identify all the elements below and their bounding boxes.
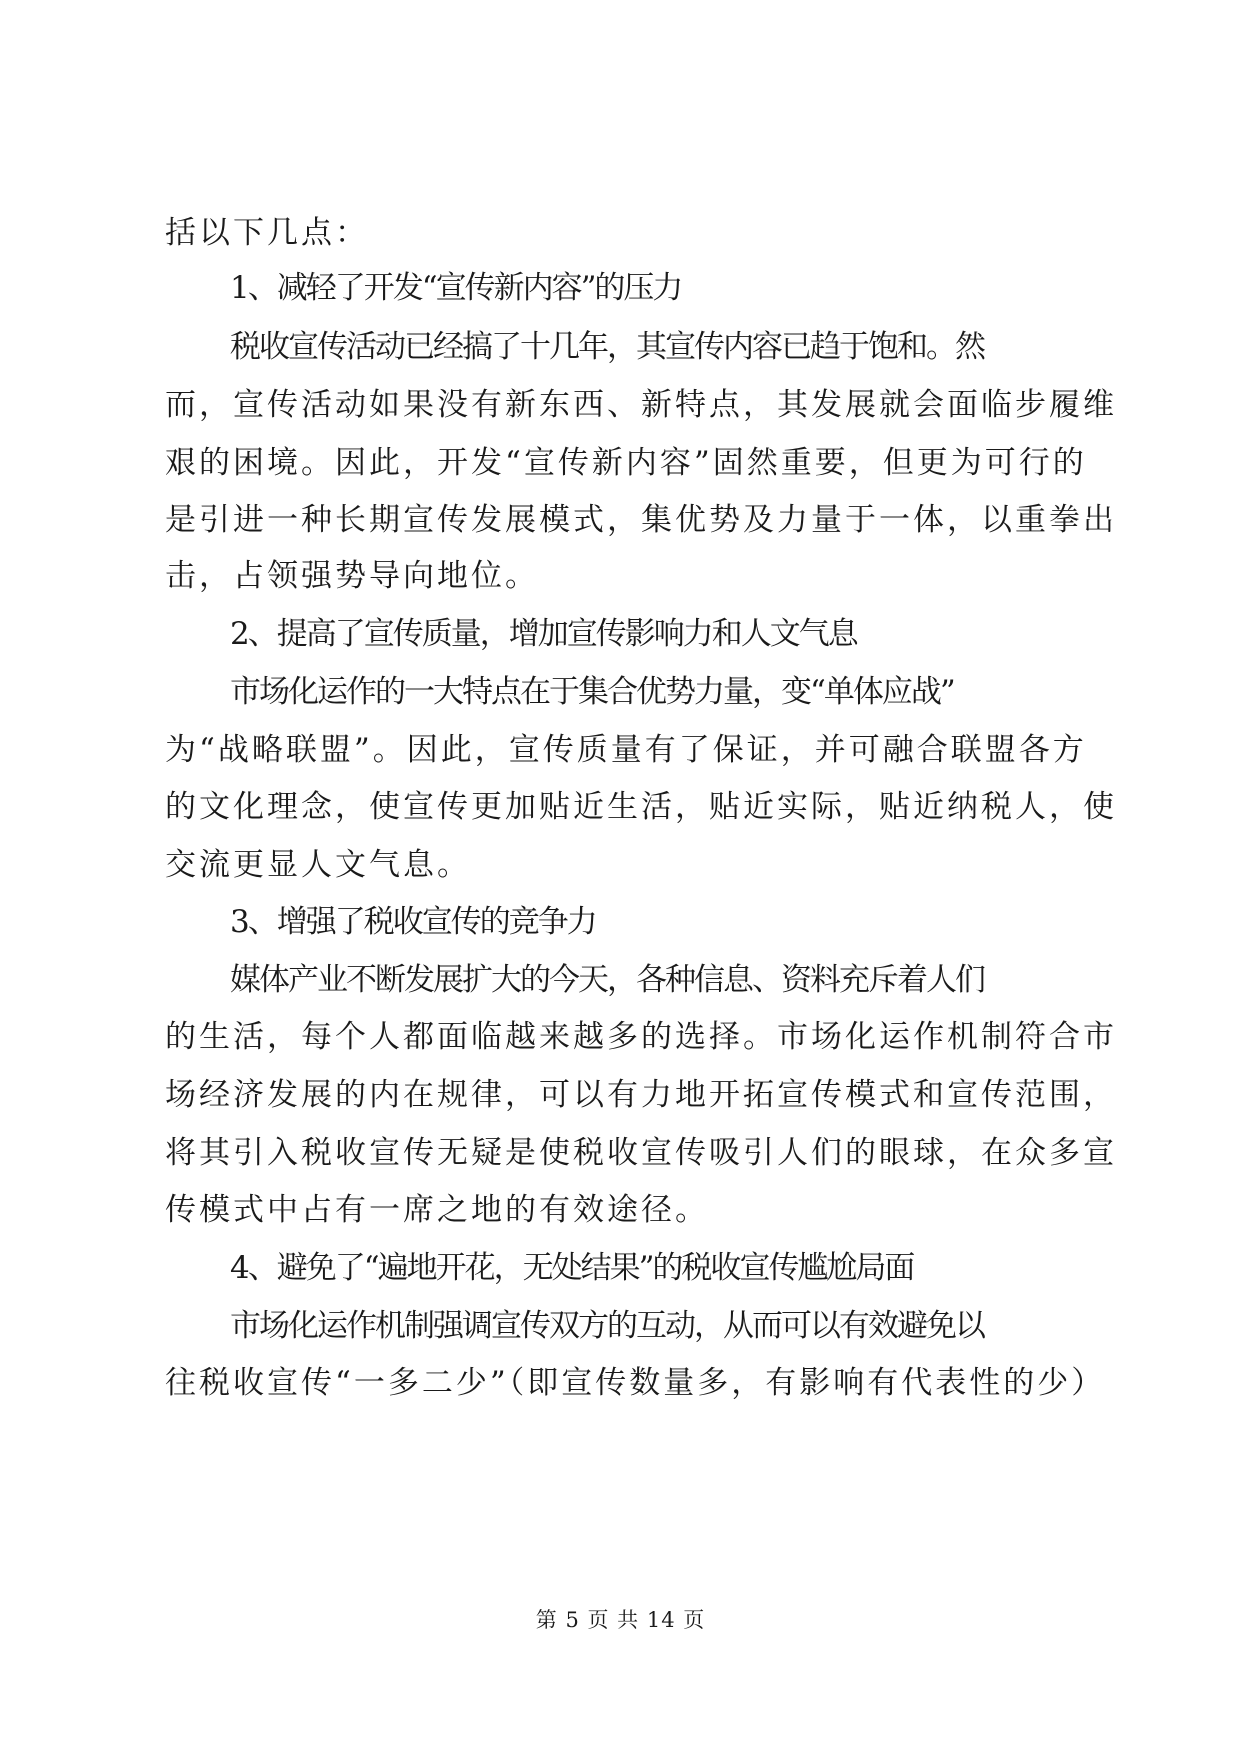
body-line: 的生活，每个人都面临越来越多的选择。市场化运作机制符合市 [165, 1019, 1117, 1055]
section-heading: 2、提高了宣传质量，增加宣传影响力和人文气息 [230, 616, 857, 652]
body-line: 往税收宣传“一多二少”（即宣传数量多，有影响有代表性的少） [165, 1365, 1106, 1401]
body-line: 是引进一种长期宣传发展模式，集优势及力量于一体，以重拳出 [165, 502, 1117, 538]
body-line: 市场化运作机制强调宣传双方的互动，从而可以有效避免以 [230, 1308, 984, 1344]
body-line: 传模式中占有一席之地的有效途径。 [165, 1192, 709, 1228]
body-line: 将其引入税收宣传无疑是使税收宣传吸引人们的眼球，在众多宣 [165, 1135, 1117, 1171]
page-number-footer: 第 5 页 共 14 页 [535, 1608, 706, 1632]
body-line: 击，占领强势导向地位。 [165, 558, 539, 594]
body-line: 媒体产业不断发展扩大的今天，各种信息、资料充斥着人们 [230, 962, 984, 998]
body-line: 税收宣传活动已经搞了十几年，其宣传内容已趋于饱和。然 [230, 329, 984, 365]
body-line: 市场化运作的一大特点在于集合优势力量，变“单体应战” [230, 674, 954, 710]
body-line: 交流更显人文气息。 [165, 847, 471, 883]
section-heading: 3、增强了税收宣传的竞争力 [230, 904, 596, 940]
section-heading: 1、减轻了开发“宣传新内容”的压力 [230, 270, 682, 306]
body-line: 的文化理念，使宣传更加贴近生活，贴近实际，贴近纳税人，使 [165, 789, 1117, 825]
body-line: 为“战略联盟”。因此，宣传质量有了保证，并可融合联盟各方 [165, 732, 1087, 768]
body-line: 艰的困境。因此，开发“宣传新内容”固然重要，但更为可行的 [165, 445, 1087, 481]
body-line: 场经济发展的内在规律，可以有力地开拓宣传模式和宣传范围， [165, 1077, 1117, 1113]
body-line: 括以下几点： [165, 215, 369, 251]
section-heading: 4、避免了“遍地开花，无处结果”的税收宣传尴尬局面 [230, 1250, 914, 1286]
body-line: 而，宣传活动如果没有新东西、新特点，其发展就会面临步履维 [165, 387, 1117, 423]
